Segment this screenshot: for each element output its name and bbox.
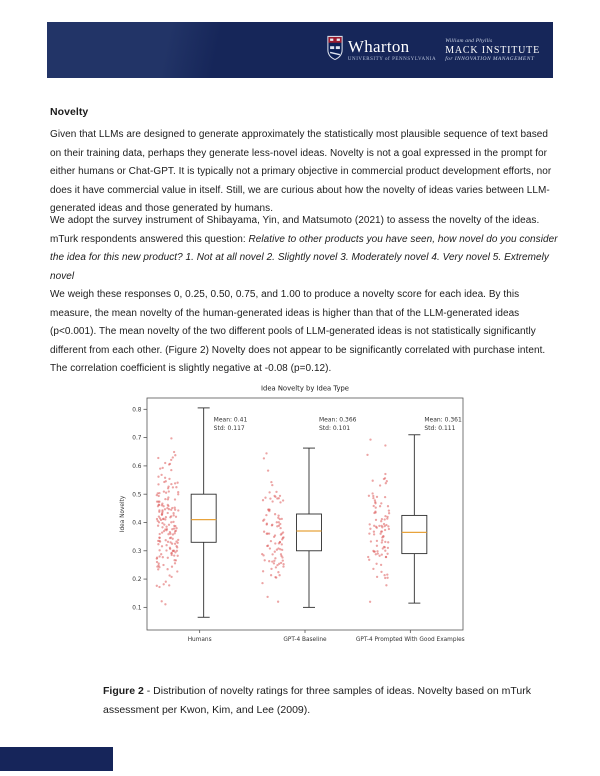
footer-bar: [0, 747, 113, 771]
x-tick-label: GPT-4 Prompted With Good Examples: [355, 637, 465, 643]
institute-name: MACK INSTITUTE: [445, 44, 540, 56]
text-line: does it have commercial value in itself. Still, we are curious about how the novelty of ideas varies between LLM-: [50, 184, 550, 196]
text-line: mTurk respondents answered this question: Relative to other products you have seen, how novel do you consider: [50, 233, 558, 245]
y-axis: [132, 407, 147, 611]
std-annotation: Std: 0.101: [319, 424, 351, 432]
paragraph-1: [50, 126, 556, 219]
iqr-box: [297, 514, 322, 551]
penn-shield-icon: [327, 35, 343, 66]
boxplot-svg: [110, 379, 522, 659]
mean-annotation: Mean: 0.361: [424, 416, 462, 424]
chart-title: Idea Novelty by Idea Type: [261, 384, 349, 393]
y-tick-label: 0.8: [132, 407, 142, 414]
y-tick-label: 0.1: [132, 605, 142, 612]
text-line: different from each other. (Figure 2) Novelty does not appear to be significantly correlated with purchase intent.: [50, 344, 546, 356]
section-heading: [50, 103, 556, 122]
paragraph-3: [50, 286, 556, 379]
mean-annotation: Mean: 0.366: [319, 416, 357, 424]
y-axis-label: Idea Novelty: [120, 495, 126, 533]
text-line: either humans or Chat-GPT. It is typically not a primary objective in commercial product development efforts, nor: [50, 166, 552, 178]
y-tick-label: 0.4: [132, 520, 142, 527]
text-line: We weigh these responses 0, 0.25, 0.50, 0.75, and 1.00 to produce a novelty score for each idea. By this: [50, 289, 520, 300]
text-line: generated ideas and those generated by humans.: [50, 203, 274, 215]
y-tick-label: 0.6: [132, 464, 142, 471]
text-line: We adopt the survey instrument of Shibayama, Yin, and Matsumoto (2021) to assess the novelty of the ideas.: [50, 215, 540, 226]
text-line: The correlation coefficient is slightly negative at -0.08 (p=0.12).: [50, 363, 332, 375]
wharton-logo: [327, 35, 436, 66]
wharton-wordmark: Wharton: [347, 37, 410, 56]
institute-tagline: for INNOVATION MANAGEMENT: [445, 56, 535, 62]
figure-caption: [103, 682, 543, 721]
header-banner: [47, 22, 553, 78]
x-tick-label: GPT-4 Baseline: [283, 637, 327, 643]
text-line: measure, the mean novelty of the human-generated ideas is higher than that of the LLM-generated ideas: [50, 307, 520, 319]
y-tick-label: 0.2: [132, 577, 142, 584]
x-tick-label: Humans: [187, 637, 212, 643]
caption-line: Figure 2 - Distribution of novelty ratings for three samples of ideas. Novelty based on mTurk: [103, 685, 531, 697]
std-annotation: Std: 0.111: [424, 424, 456, 432]
y-tick-label: 0.7: [132, 435, 142, 442]
mack-institute-logo: [445, 38, 540, 63]
mean-annotation: Mean: 0.41: [213, 416, 248, 424]
caption-line: assessment per Kwon, Kim, and Lee (2009).: [103, 704, 311, 717]
text-line: on their training data, perhaps they generate less-novel ideas. Novelty is not a goal expressed in the prompt for: [50, 147, 548, 159]
iqr-box: [191, 494, 216, 542]
novelty-boxplot-figure: [110, 379, 522, 659]
paragraph-2: [50, 212, 556, 286]
heading-text: Novelty: [50, 106, 89, 118]
text-line: the idea for this new product? 1. Not at all novel 2. Slightly novel 3. Moderately novel 4. Very novel 5. Extremely: [50, 252, 549, 264]
text-line: (p<0.001). The mean novelty of the two different pools of LLM-generated ideas is not statistically significantly: [50, 326, 536, 338]
text-line: novel: [50, 270, 75, 282]
y-tick-label: 0.5: [132, 492, 142, 499]
caption-label: Figure 2: [103, 685, 144, 697]
iqr-box: [402, 515, 427, 553]
std-annotation: Std: 0.117: [213, 424, 245, 432]
university-line: UNIVERSITY of PENNSYLVANIA: [347, 57, 437, 62]
text-line: Given that LLMs are designed to generate approximately the statistically most plausible sequence of text based: [50, 129, 549, 140]
y-tick-label: 0.3: [132, 548, 142, 555]
patrons-line: William and Phyllis: [445, 37, 493, 44]
